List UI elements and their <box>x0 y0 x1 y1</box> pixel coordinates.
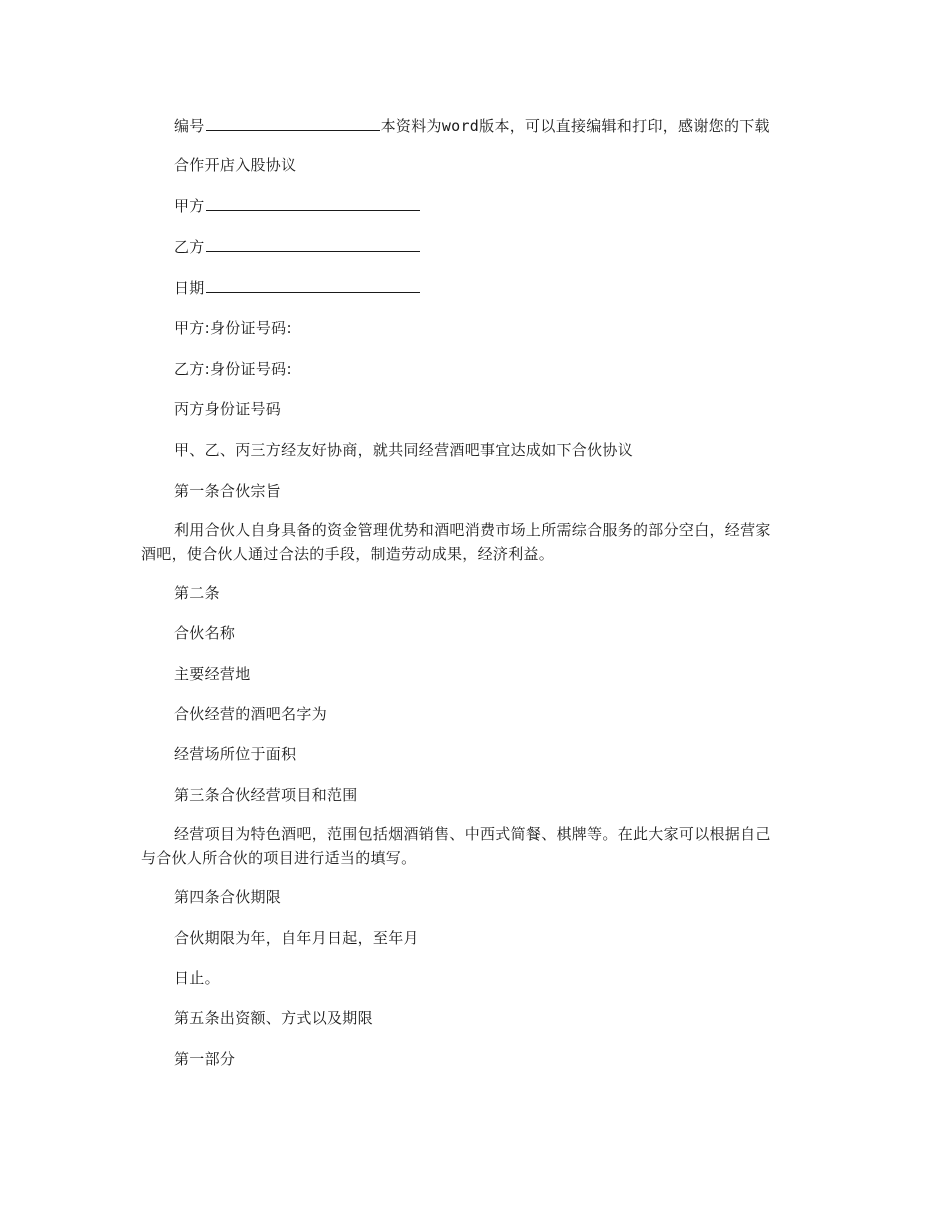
article2-place: 主要经营地 <box>174 665 251 683</box>
number-blank <box>206 115 380 131</box>
party-c-id: 丙方身份证号码 <box>174 400 282 418</box>
article4-title: 第四条合伙期限 <box>174 888 282 906</box>
header-line <box>174 115 770 135</box>
article1-title: 第一条合伙宗旨 <box>174 482 282 500</box>
article2-bar-name: 合伙经营的酒吧名字为 <box>174 705 328 723</box>
article2-area: 经营场所位于面积 <box>174 745 297 763</box>
party-a-blank <box>206 195 420 211</box>
document-title: 合作开店入股协议 <box>174 156 297 174</box>
article4-end: 日止。 <box>174 969 220 987</box>
article3-body-line1: 经营项目为特色酒吧，范围包括烟酒销售、中西式简餐、棋牌等。在此大家可以根据自己 <box>174 825 771 843</box>
party-b-id: 乙方:身份证号码: <box>174 360 292 378</box>
article2-name: 合伙名称 <box>174 624 236 642</box>
date-label: 日期 <box>174 279 205 297</box>
article4-term: 合伙期限为年，自年月日起，至年月 <box>174 929 419 947</box>
header-note-prefix: 本资料为 <box>380 117 442 135</box>
date-blank <box>206 277 420 293</box>
article1-body <box>141 518 811 566</box>
article1-body-line1: 利用合伙人自身具备的资金管理优势和酒吧消费市场上所需综合服务的部分空白，经营家 <box>174 521 771 539</box>
party-a-id: 甲方:身份证号码: <box>174 319 292 337</box>
date-line <box>174 277 421 297</box>
party-a-label: 甲方 <box>174 197 205 215</box>
party-a-line <box>174 195 421 215</box>
article5-part1: 第一部分 <box>174 1050 236 1068</box>
article5-title: 第五条出资额、方式以及期限 <box>174 1009 373 1027</box>
article3-body <box>141 822 811 870</box>
party-b-label: 乙方 <box>174 238 205 256</box>
article3-body-line2: 与合伙人所合伙的项目进行适当的填写。 <box>141 849 417 867</box>
article1-body-line2: 酒吧，使合伙人通过合法的手段，制造劳动成果，经济利益。 <box>141 545 555 563</box>
article2-title: 第二条 <box>174 584 220 602</box>
party-b-line <box>174 236 421 256</box>
header-note-word: word <box>441 117 480 135</box>
number-label: 编号 <box>174 117 205 135</box>
article3-title: 第三条合伙经营项目和范围 <box>174 786 358 804</box>
intro-paragraph: 甲、乙、丙三方经友好协商，就共同经营酒吧事宜达成如下合伙协议 <box>174 441 634 459</box>
header-note-suffix: 版本，可以直接编辑和打印，感谢您的下载 <box>479 117 770 135</box>
party-b-blank <box>206 236 420 252</box>
